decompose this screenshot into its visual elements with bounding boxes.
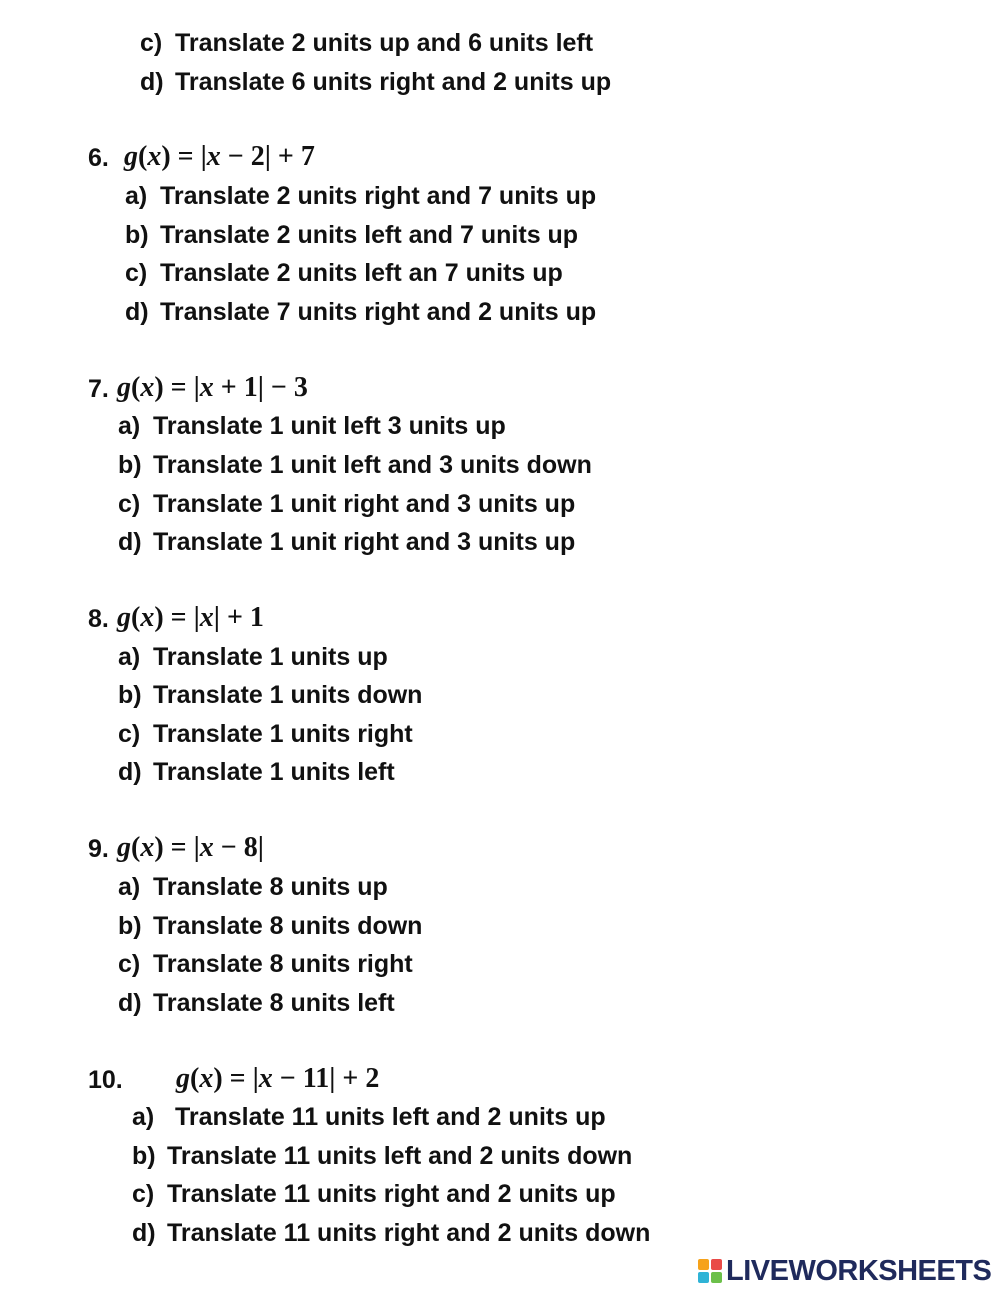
q8-number: 8. — [88, 605, 109, 633]
q10-number: 10. — [88, 1066, 123, 1094]
option-letter: c) — [140, 29, 163, 57]
option-text: Translate 2 units right and 7 units up — [159, 182, 597, 210]
liveworksheets-logo-icon — [698, 1259, 722, 1283]
q6-option-a[interactable] — [125, 181, 596, 211]
option-letter: d) — [118, 758, 142, 786]
option-letter: b) — [118, 681, 142, 709]
q9-option-d[interactable] — [118, 988, 395, 1018]
option-text: Translate 2 units left and 7 units up — [159, 221, 579, 249]
option-letter: b) — [118, 451, 142, 479]
option-text: Translate 1 unit left 3 units up — [152, 412, 506, 440]
option-text: Translate 1 units left — [152, 758, 395, 786]
option-letter: d) — [140, 68, 164, 96]
option-text: Translate 7 units right and 2 units up — [159, 298, 597, 326]
option-text: Translate 2 units up and 6 units left — [174, 29, 594, 57]
q9-formula: g(x) = |x − 8| — [117, 832, 264, 863]
q8-option-a[interactable] — [118, 642, 388, 672]
q8-formula: g(x) = |x| + 1 — [117, 602, 264, 633]
option-letter: d) — [125, 298, 149, 326]
option-letter: c) — [118, 720, 141, 748]
q8-option-b[interactable] — [118, 680, 422, 710]
option-text: Translate 1 units up — [152, 643, 388, 671]
option-letter: a) — [118, 412, 141, 440]
option-letter: a) — [118, 873, 141, 901]
option-letter: a) — [132, 1103, 155, 1131]
q6-option-c[interactable] — [125, 258, 563, 288]
option-letter: c) — [118, 950, 141, 978]
option-text: Translate 1 unit left and 3 units down — [152, 451, 592, 479]
q7-option-d[interactable] — [118, 527, 575, 557]
option-text: Translate 8 units right — [152, 950, 413, 978]
option-letter: c) — [132, 1180, 155, 1208]
q6-option-d[interactable] — [125, 297, 596, 327]
q6-number: 6. — [88, 144, 109, 172]
q5-option-d[interactable] — [140, 67, 611, 97]
liveworksheets-logo-text: LIVEWORKSHEETS — [726, 1254, 992, 1287]
q10-option-a[interactable] — [132, 1102, 606, 1132]
option-text: Translate 1 units right — [152, 720, 413, 748]
q10-formula: g(x) = |x − 11| + 2 — [176, 1063, 380, 1094]
option-letter: b) — [132, 1142, 156, 1170]
option-text: Translate 11 units left and 2 units up — [174, 1103, 606, 1131]
liveworksheets-logo[interactable] — [698, 1256, 991, 1286]
option-text: Translate 8 units down — [152, 912, 423, 940]
q7-option-c[interactable] — [118, 489, 575, 519]
q9-number: 9. — [88, 835, 109, 863]
q9-option-b[interactable] — [118, 911, 422, 941]
option-letter: b) — [118, 912, 142, 940]
option-text: Translate 11 units right and 2 units down — [166, 1219, 651, 1247]
q7-option-a[interactable] — [118, 411, 506, 441]
option-text: Translate 8 units up — [152, 873, 388, 901]
q6-option-b[interactable] — [125, 220, 578, 250]
option-text: Translate 1 unit right and 3 units up — [152, 528, 576, 556]
q9-option-c[interactable] — [118, 949, 413, 979]
option-text: Translate 8 units left — [152, 989, 395, 1017]
q7-option-b[interactable] — [118, 450, 592, 480]
option-letter: c) — [125, 259, 148, 287]
option-text: Translate 1 units down — [152, 681, 423, 709]
q10-option-d[interactable] — [132, 1218, 650, 1248]
q8-option-d[interactable] — [118, 757, 395, 787]
option-letter: d) — [132, 1219, 156, 1247]
q6-formula: g(x) = |x − 2| + 7 — [124, 141, 315, 172]
option-letter: d) — [118, 528, 142, 556]
option-text: Translate 11 units left and 2 units down — [166, 1142, 633, 1170]
q10-option-c[interactable] — [132, 1179, 616, 1209]
option-text: Translate 2 units left an 7 units up — [159, 259, 563, 287]
option-text: Translate 11 units right and 2 units up — [166, 1180, 616, 1208]
option-letter: a) — [125, 182, 148, 210]
option-letter: c) — [118, 490, 141, 518]
q7-formula: g(x) = |x + 1| − 3 — [117, 372, 308, 403]
option-letter: a) — [118, 643, 141, 671]
option-letter: d) — [118, 989, 142, 1017]
q8-option-c[interactable] — [118, 719, 413, 749]
q9-option-a[interactable] — [118, 872, 388, 902]
q7-number: 7. — [88, 375, 109, 403]
q5-option-c[interactable] — [140, 28, 593, 58]
option-letter: b) — [125, 221, 149, 249]
option-text: Translate 6 units right and 2 units up — [174, 68, 612, 96]
option-text: Translate 1 unit right and 3 units up — [152, 490, 576, 518]
q10-option-b[interactable] — [132, 1141, 632, 1171]
